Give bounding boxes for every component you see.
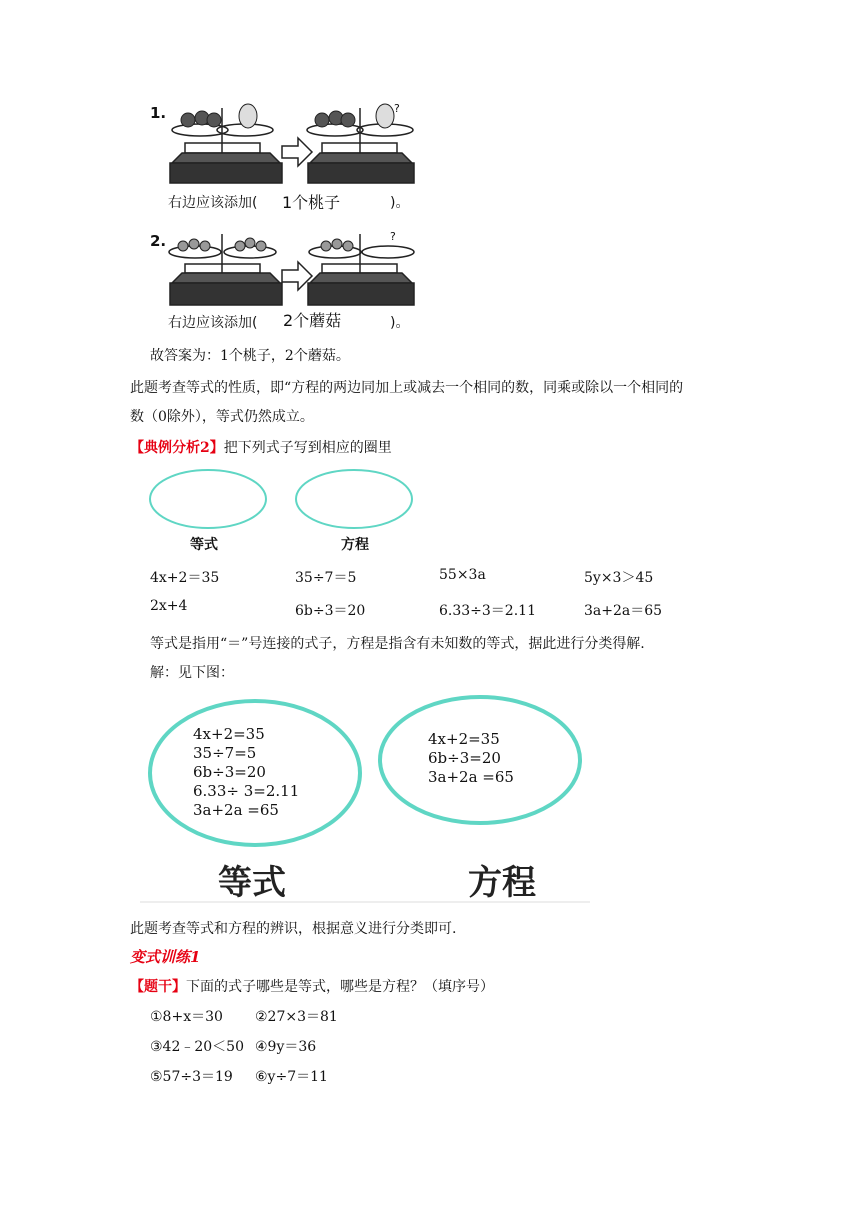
equation-item: 6b÷3=20 [428,749,501,767]
problem-answer: 1个桃子 [282,193,341,212]
equality-item: 35÷7=5 [193,744,257,762]
empty-circles [140,463,440,553]
example-tag: 【典例分析2】 [130,440,224,456]
question-tag: 【题干】 [130,979,186,995]
problem-prompt: 右边应该添加( [168,195,258,211]
problem-close: )。 [390,315,410,331]
variant-item: ⑥y÷7＝11 [255,1069,328,1085]
result-picture [140,690,590,905]
variant-item: ③42﹣20＜50 [150,1039,244,1055]
expression: 3a+2a＝65 [584,603,663,619]
question-mark: ? [394,102,400,115]
expression: 6b÷3＝20 [295,603,366,619]
expression: 35÷7＝5 [295,570,357,586]
balance-picture-2 [150,228,420,334]
equation-item: 4x+2=35 [428,730,500,748]
result-label-equation: 方程 [468,863,536,903]
equality-item: 6b÷3=20 [193,763,266,781]
label-equation: 方程 [341,537,369,553]
variant-item: ①8+x＝30 [150,1009,223,1025]
expression: 55×3a [439,567,486,583]
equality-list [193,725,299,820]
result-label-equality: 等式 [218,863,286,903]
explanation-line-1: 此题考查等式的性质，即“方程的两边同加上或减去一个相同的数，同乘或除以一个相同的 [130,380,684,396]
solution-intro: 解：见下图： [150,665,234,681]
scale-drawing [150,98,420,193]
conclusion: 此题考查等式和方程的辨识，根据意义进行分类即可. [130,921,457,937]
label-equality: 等式 [190,537,218,553]
variant-item: ④9y＝36 [255,1039,317,1055]
problem-prompt: 右边应该添加( [168,315,258,331]
question-mark: ? [390,230,396,243]
answer-line: 故答案为：1个桃子，2个蘑菇。 [150,348,350,364]
variant-title: 变式训练1 [130,948,201,966]
variant-question [130,976,494,996]
balance-picture-1 [150,98,420,218]
variant-item: ②27×3＝81 [255,1009,338,1025]
scale-drawing [150,228,420,313]
equality-item: 4x+2=35 [193,725,265,743]
explanation-line-2: 数（0除外），等式仍然成立。 [130,409,314,425]
equation-list [428,730,514,787]
expression: 5y×3＞45 [584,570,654,586]
equality-item: 3a+2a =65 [193,801,279,819]
variant-item: ⑤57÷3＝19 [150,1069,233,1085]
equality-item: 6.33÷ 3=2.11 [193,782,300,800]
classification-explanation: 等式是指用“＝”号连接的式子，方程是指含有未知数的等式，据此进行分类得解. [150,636,645,652]
equation-circle-empty [150,470,266,528]
problem-number: 1. [150,104,167,122]
question-text: 下面的式子哪些是等式，哪些是方程？（填序号） [186,979,494,995]
example-title: 把下列式子写到相应的圈里 [223,440,392,456]
expression: 2x+4 [150,598,188,614]
equality-circle-empty [296,470,412,528]
example-heading [130,437,392,457]
expression: 6.33÷3＝2.11 [439,603,536,619]
problem-number: 2. [150,232,167,250]
expression: 4x+2＝35 [150,570,220,586]
problem-close: )。 [390,195,410,211]
equation-item: 3a+2a =65 [428,768,514,786]
problem-answer: 2个蘑菇 [283,311,342,330]
